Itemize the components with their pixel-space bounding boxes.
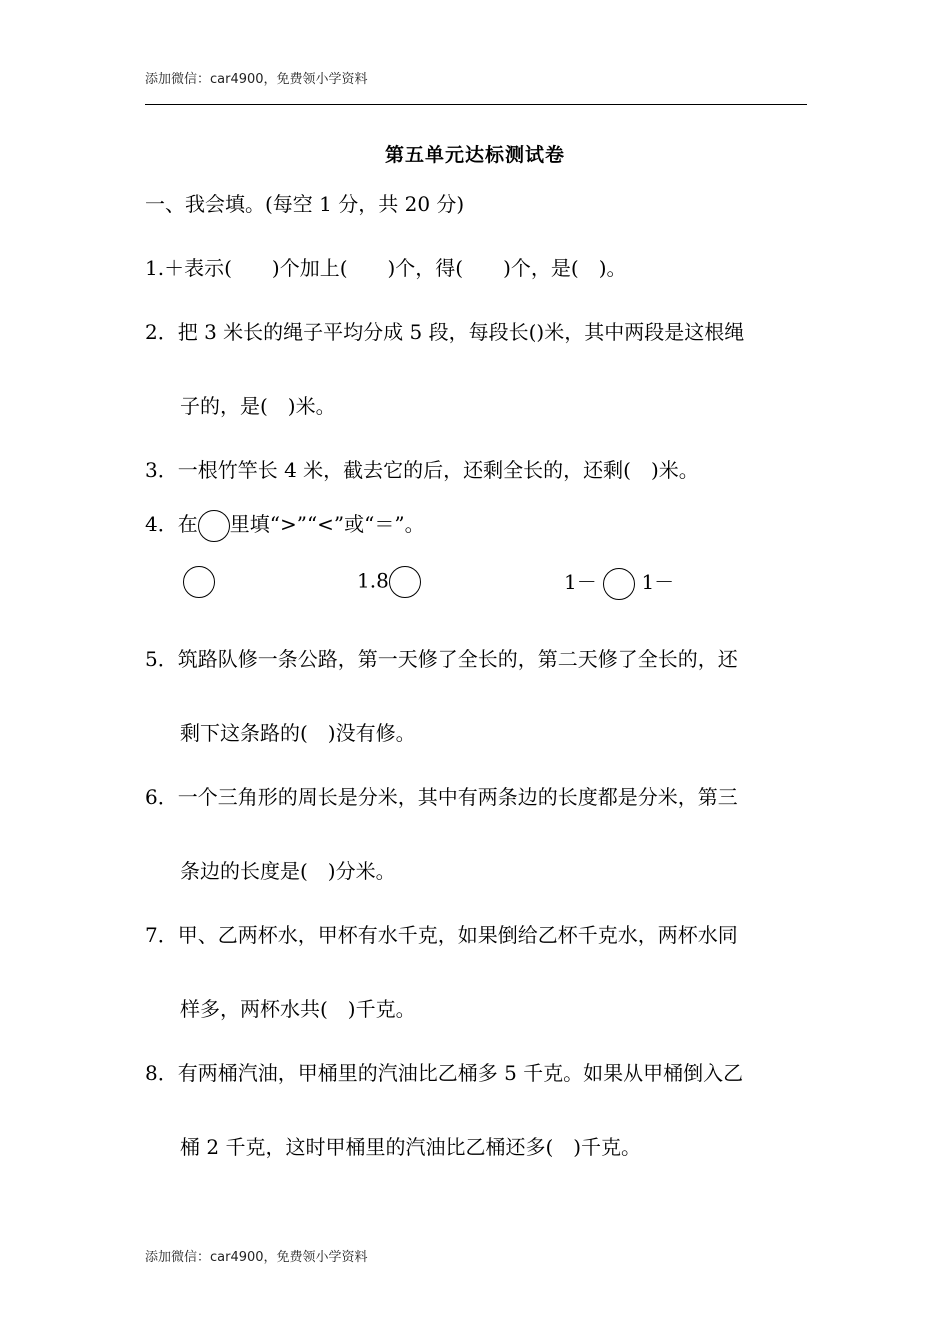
- question-number: 1.: [145, 256, 165, 280]
- question-7: [145, 919, 738, 948]
- question-6: [145, 781, 738, 810]
- question-number: 6．: [145, 785, 178, 809]
- question-text: ＋表示( )个加上( )个，得( )个，是( )。: [164, 256, 627, 280]
- question-7-continuation: 样多，两杯水共( )千克。: [180, 997, 416, 1021]
- question-2: [145, 316, 744, 345]
- question-number: 2．: [145, 320, 178, 344]
- compare-circle-icon[interactable]: [389, 566, 421, 598]
- question-8: [145, 1057, 743, 1086]
- compare-circle-icon[interactable]: [603, 568, 635, 600]
- header-note: 添加微信：car4900，免费领小学资料: [145, 72, 368, 87]
- question-5-continuation: 剩下这条路的( )没有修。: [180, 721, 416, 745]
- question-3: [145, 454, 699, 483]
- page-title: 第五单元达标测试卷: [384, 144, 565, 166]
- compare-item-1: [183, 566, 215, 598]
- question-number: 7．: [145, 923, 178, 947]
- compare-circle-icon[interactable]: [183, 566, 215, 598]
- footer-note: 添加微信：car4900，免费领小学资料: [145, 1250, 368, 1265]
- question-text: 把 3 米长的绳子平均分成 5 段，每段长()米，其中两段是这根绳: [177, 320, 745, 344]
- compare-item-2: [357, 566, 421, 598]
- question-5: [145, 643, 738, 672]
- section-heading: 一、我会填。(每空 1 分，共 20 分): [145, 192, 465, 216]
- question-6-continuation: 条边的长度是( )分米。: [180, 859, 396, 883]
- question-number: 4．: [145, 512, 178, 536]
- question-8-continuation: 桶 2 千克，这时甲桶里的汽油比乙桶还多( )千克。: [180, 1135, 642, 1159]
- question-number: 3．: [145, 458, 178, 482]
- question-text: 筑路队修一条公路，第一天修了全长的，第二天修了全长的，还: [177, 647, 738, 671]
- compare-circle-icon: [198, 510, 230, 542]
- question-number: 8．: [145, 1061, 178, 1085]
- question-2-continuation: 子的，是( )米。: [180, 394, 336, 418]
- question-text: 一个三角形的周长是分米，其中有两条边的长度都是分米，第三: [177, 785, 738, 809]
- question-text: 有两桶汽油，甲桶里的汽油比乙桶多 5 千克。如果从甲桶倒入乙: [177, 1061, 744, 1085]
- compare-left-value: 1.8: [357, 568, 389, 593]
- compare-left-value: 1－: [564, 570, 597, 594]
- question-4: [145, 508, 425, 542]
- question-number: 5．: [145, 647, 178, 671]
- question-prefix: 在: [177, 512, 198, 536]
- question-text: 里填“>”“<”或“＝”。: [229, 512, 425, 536]
- compare-item-3: [564, 566, 674, 600]
- question-text: 甲、乙两杯水，甲杯有水千克，如果倒给乙杯千克水，两杯水同: [177, 923, 738, 947]
- question-text: 一根竹竿长 4 米，截去它的后，还剩全长的，还剩( )米。: [177, 458, 699, 482]
- question-1: [145, 252, 627, 281]
- compare-right-value: 1－: [641, 570, 675, 594]
- header-divider: [145, 104, 807, 105]
